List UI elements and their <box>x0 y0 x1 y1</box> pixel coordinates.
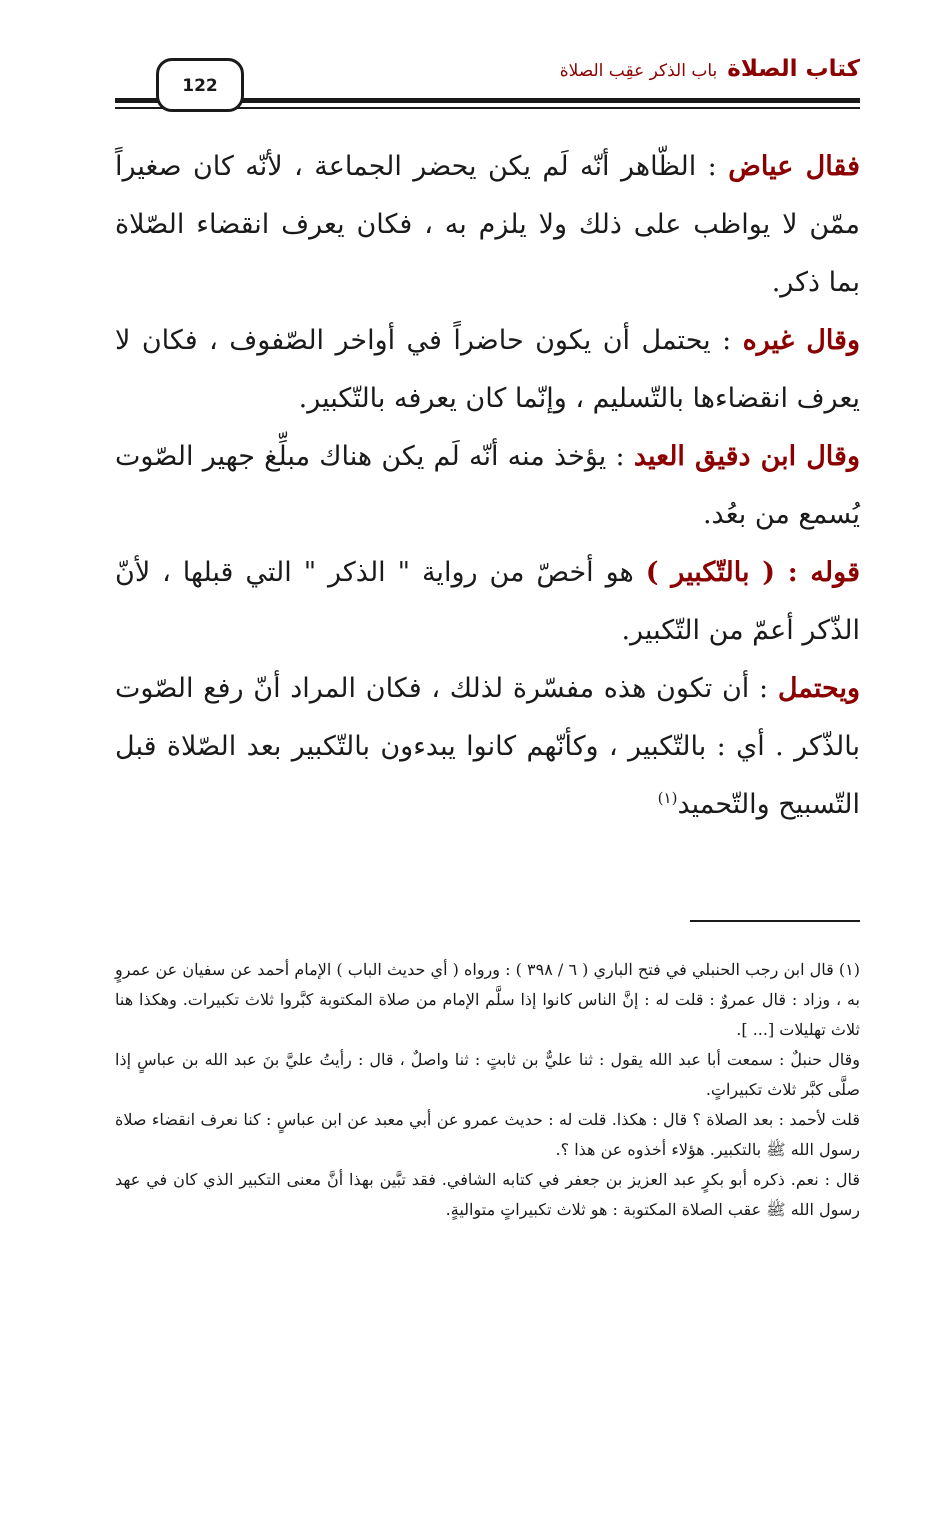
paragraph-lead: وقال ابن دقيق العيد <box>633 441 860 472</box>
body-paragraph <box>115 428 860 544</box>
body-paragraph <box>115 660 860 834</box>
body-paragraph <box>115 312 860 428</box>
paragraph-text: : يحتمل أن يكون حاضراً في أواخر الصّفوف ، فكان لا يعرف انقضاءها بالتّسليم ، وإنّما كان يعرفه بالتّكبير. <box>115 325 860 414</box>
body-paragraph <box>115 138 860 312</box>
footnote-separator <box>690 920 860 922</box>
footnotes <box>115 955 860 1225</box>
paragraph-text: : الظّاهر أنّه لَم يكن يحضر الجماعة ، لأنّه كان صغيراً ممّن لا يواظب على ذلك ولا يلزم به ، فكان يعرف انقضاء الصّلاة بما ذكر. <box>115 151 860 298</box>
running-head <box>560 56 860 82</box>
book-title: كتاب الصلاة <box>727 56 860 82</box>
page-number: 122 <box>182 76 218 96</box>
chapter-title: باب الذكر عقِب الصلاة <box>559 61 718 81</box>
paragraph-text: هو أخصّ من رواية " الذكر " التي قبلها ، لأنّ الذّكر أعمّ من التّكبير. <box>115 557 860 646</box>
footnote-reference[interactable]: (١) <box>657 789 678 807</box>
footnote-paragraph: قال : نعم. ذكره أبو بكرٍ عبد العزيز بن جعفر في كتابه الشافي. فقد تبَّين بهذا أنَّ معنى التكبير الذي كان في عهد رسول الله ﷺ عقب الصلاة المكتوبة : هو ثلاث تكبيراتٍ متواليةٍ. <box>115 1170 860 1219</box>
paragraph-lead: ويحتمل <box>777 673 860 704</box>
paragraph-lead: فقال عياض <box>728 151 860 182</box>
footnote-paragraph: (١) قال ابن رجب الحنبلي في فتح الباري ( ٦ / ٣٩٨ ) : ورواه ( أي حديث الباب ) الإمام أحمد عن سفيان عن عمروٍ به ، وزاد : قال عمروٌ : قلت له : إنَّ الناس كانوا إذا سلَّم الإمام من صلاة المكتوبة كبَّروا ثلاث تكبيرات. وهكذا هنا ثلاث تهليلات [... ]. <box>115 960 861 1039</box>
paragraph-lead: قوله : ( بالتّكبير ) <box>645 557 860 588</box>
paragraph-text: : أن تكون هذه مفسّرة لذلك ، فكان المراد أنّ رفع الصّوت بالذّكر . أي : بالتّكبير ، وكأنّهم كانوا يبدءون بالتّكبير بعد الصّلاة قبل التّسبيح والتّحميد <box>115 673 860 820</box>
footnote-paragraph: قلت لأحمد : بعد الصلاة ؟ قال : هكذا. قلت له : حديث عمرو عن أبي معبد عن ابن عباسٍ : كنا نعرف انقضاء صلاة رسول الله ﷺ بالتكبير. هؤلاء أخذوه عن هذا ؟. <box>115 1110 860 1159</box>
paragraph-lead: وقال غيره <box>742 325 860 356</box>
paragraph-text: : يؤخذ منه أنّه لَم يكن هناك مبلِّغ جهير الصّوت يُسمع من بعُد. <box>115 441 860 530</box>
body-paragraph <box>115 544 860 660</box>
footnote-paragraph: وقال حنبلٌ : سمعت أبا عبد الله يقول : ثنا عليٌّ بن ثابتٍ : ثنا واصلٌ ، قال : رأيتُ عليَّ بنَ عبد الله بن عباسٍ إذا صلَّى كبَّر ثلاث تكبيراتٍ. <box>115 1050 860 1099</box>
main-text <box>115 138 860 834</box>
page-number-tab <box>156 58 244 112</box>
